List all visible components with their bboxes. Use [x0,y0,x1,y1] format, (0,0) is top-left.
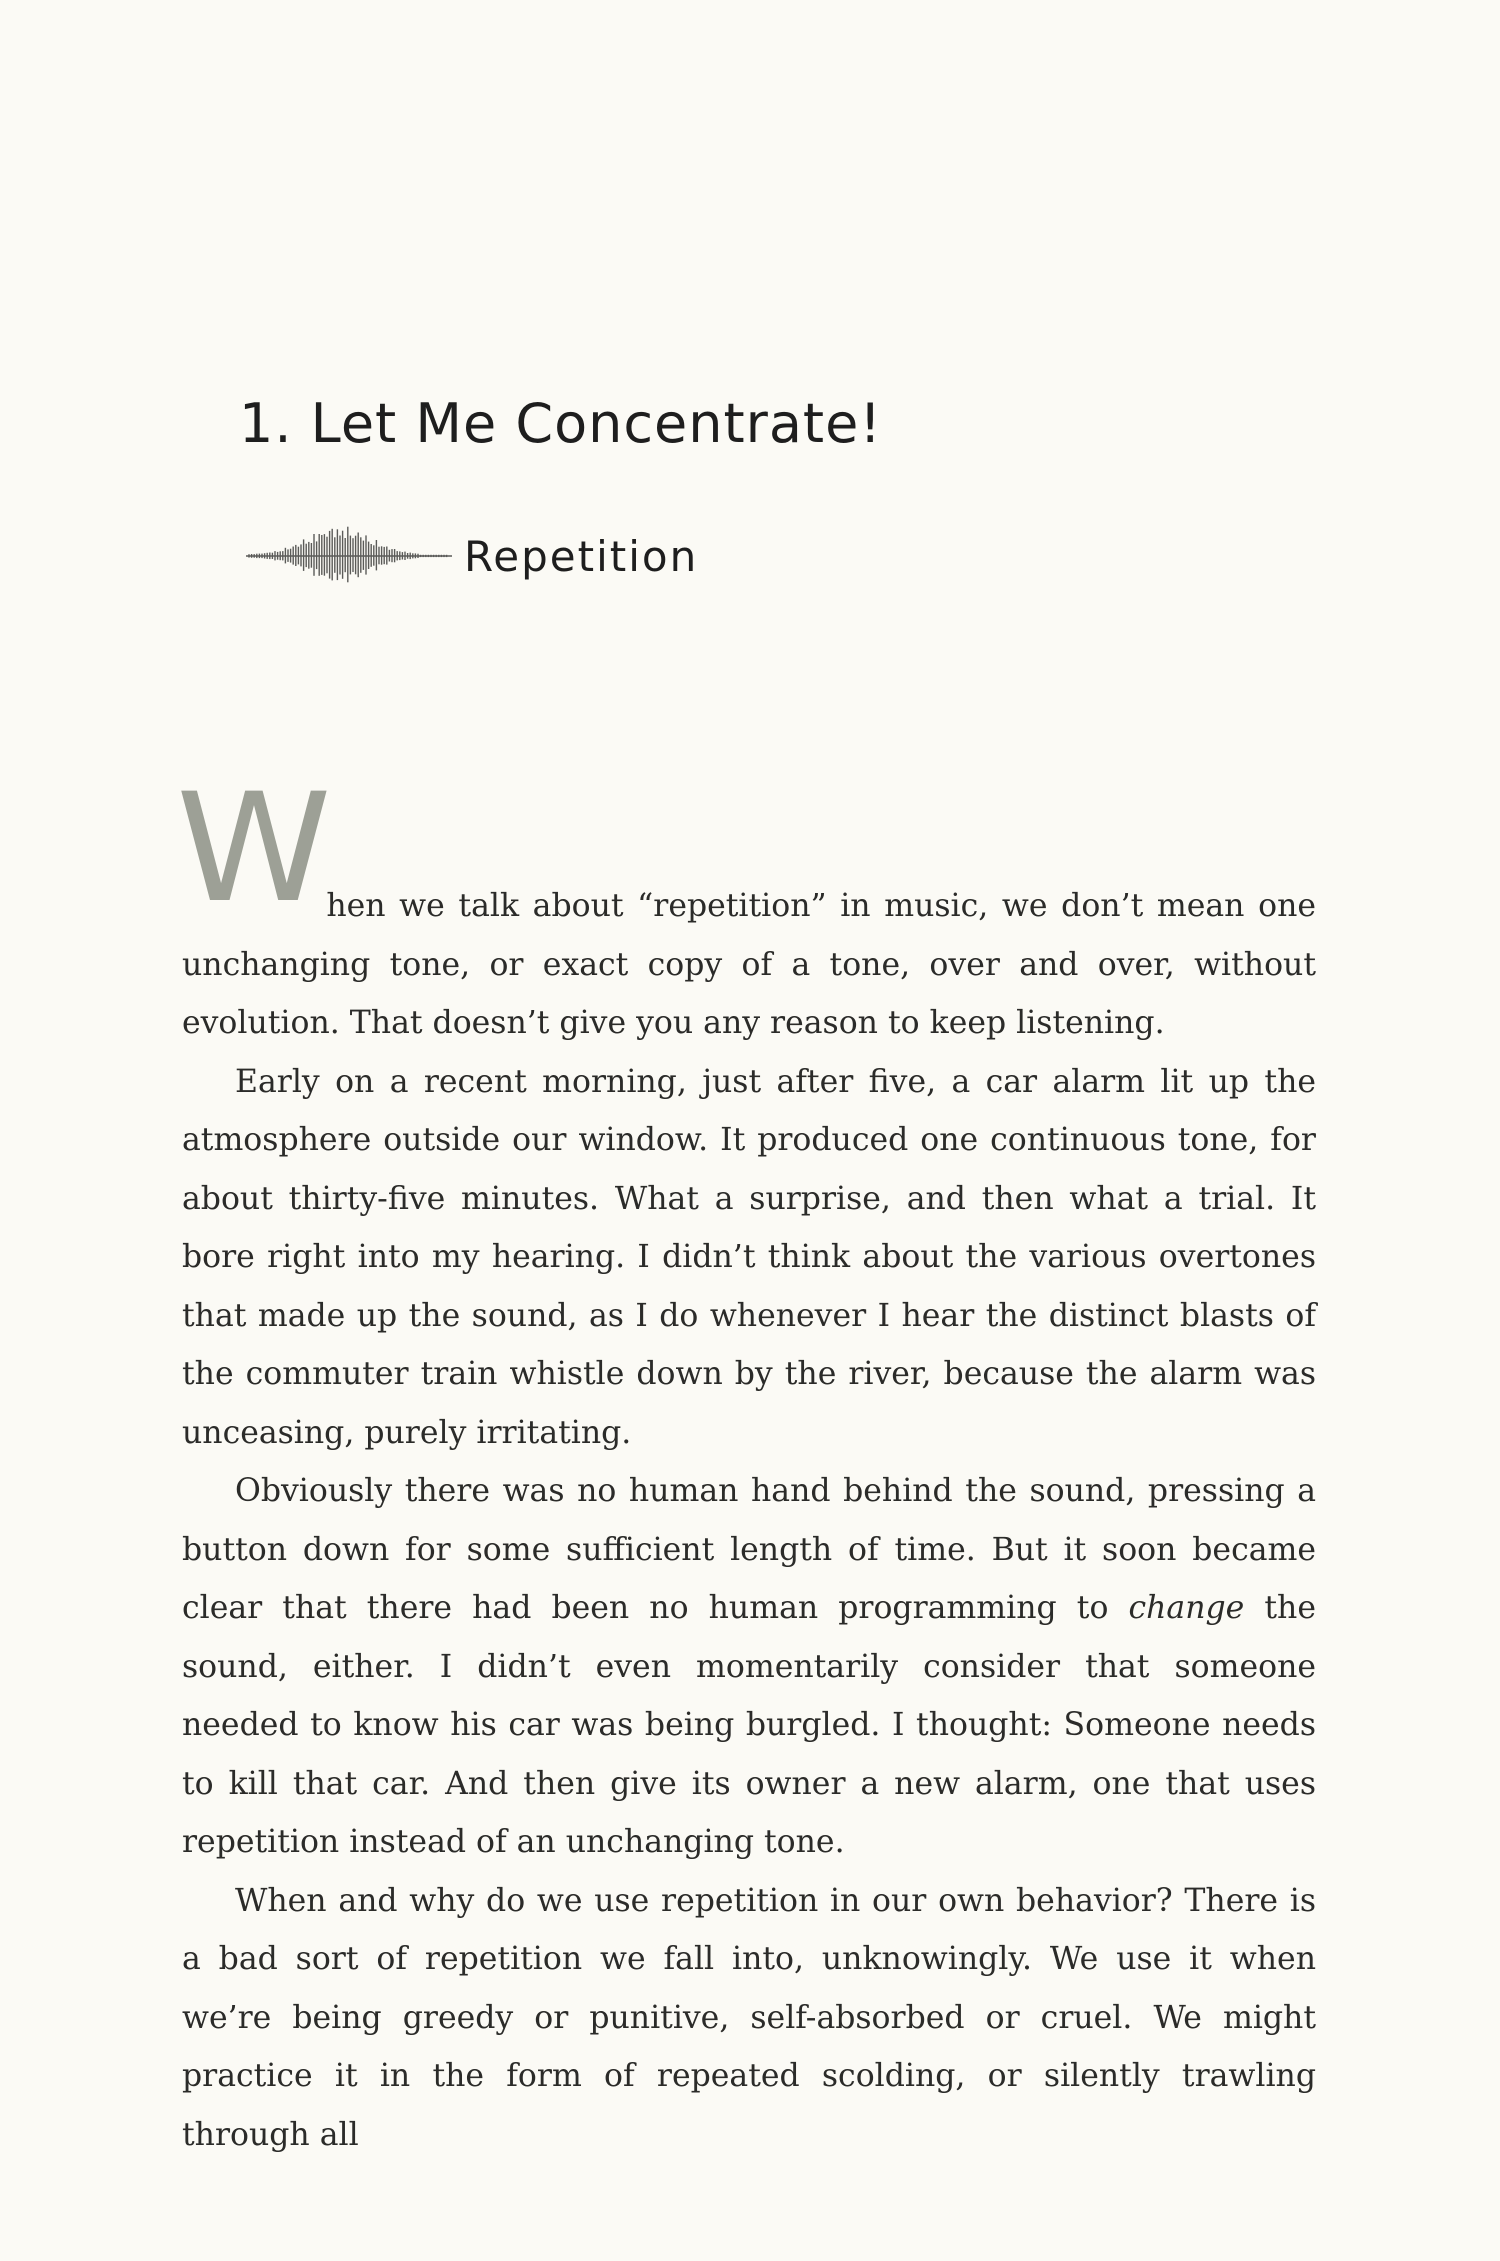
paragraph-1-text: hen we talk about “repetition” in music, we don’t mean one unchanging tone, or exact copy of a tone, over and over, without evolution. That doesn’t give you any reason to keep listening. [182,888,1316,1041]
paragraph-1 [176,762,1316,1053]
sound-waveform-icon [244,521,454,591]
paragraph-3-text-a: Obviously there was no human hand behind the sound, pressing a button down for some sufficient length of time. But it soon became clear that there had been no human programming to [182,1473,1316,1626]
paragraph-3 [182,1462,1316,1872]
body-text [176,762,1316,2164]
paragraph-4: When and why do we use repetition in our own behavior? There is a bad sort of repetition we fall into, unknowingly. We use it when we’re being greedy or punitive, self-absorbed or cruel. We might practice it in the form of repeated scolding, or silently trawling through all [182,1882,1316,2153]
chapter-title: 1. Let Me Concentrate! [239,392,882,455]
drop-cap-spacer [182,782,1316,877]
paragraph-3-emphasis: change [1128,1590,1245,1626]
section-title: Repetition [464,531,699,581]
paragraph-2: Early on a recent morning, just after five, a car alarm lit up the atmosphere outside our window. It produced one continuous tone, for about thirty-five minutes. What a surprise, and then what a trial. It bore right into my hearing. I didn’t think about the various overtones that made up the sound, as I do whenever I hear the distinct blasts of the commuter train whistle down by the river, because the alarm was unceasing, purely irritating. [182,1063,1316,1451]
paragraph-3-text-b: the sound, either. I didn’t even momentarily consider that someone needed to know his car was being burgled. I thought: Someone needs to kill that car. And then give its owner a new alarm, one that uses repetition instead of an unchanging tone. [182,1590,1316,1860]
drop-cap: W [176,762,332,936]
section-heading [244,516,698,596]
